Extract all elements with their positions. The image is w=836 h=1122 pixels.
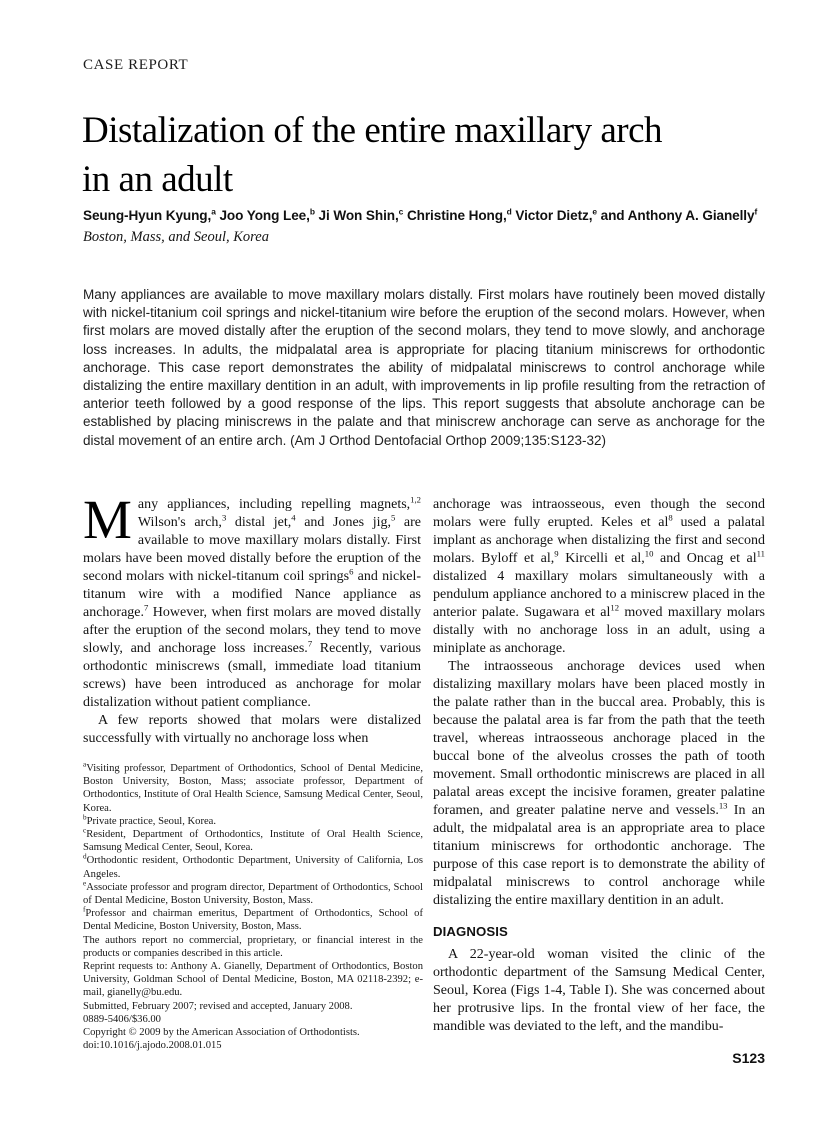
footnote-item: $^e$Associate professor and program director, Department of Orthodontics, School of Dental Medicine, Boston University, Boston, Mass.: [83, 879, 423, 907]
article-title: [82, 106, 662, 204]
abstract-paragraph: Many appliances are available to move maxillary molars distally. First molars have routinely been moved distally with nickel-titanium coil springs and nickel-titanium wire before the eruption of the second molars. However, when first molars are moved distally after the eruption of the second molars, they tend to move slowly, and anchorage loss increases. In adults, the midpalatal area is appropriate for placing titanium miniscrews for orthodontic anchorage. This case report demonstrates the ability of midpalatal miniscrews to control anchorage while distalizing the entire maxillary dentition in an adult, with improvements in lip profile resulting from the retraction of anterior teeth followed by a good response of the lips. This report suggests that absolute anchorage can be established by placing miniscrews in the palate and that miniscrew anchorage can serve as anchorage for the distal movement of an entire arch. (Am J Orthod Dentofacial Orthop 2009;135:S123-32): [83, 287, 765, 448]
body-paragraph: anchorage was intraosseous, even though the second molars were fully erupted. Keles et $al^8$ used a palatal implant as anchorage when distalizing the first and second molars. Byloff et al,$^9$ Kircelli et al,$^{10}$ and Oncag et $al^{11}$ distalized 4 maxillary molars simultaneously with a pendulum appliance anchored to a miniscrew placed in the anterior palate. Sugawara et $al^{12}$ moved maxillary molars distally with no anchorage loss in an adult, using a miniplate as anchorage.: [433, 497, 766, 656]
footnote-item: 0889-5406/$36.00: [83, 1013, 161, 1025]
body-right-column: [433, 496, 765, 1036]
authors-line: Seung-Hyun Kyung,$^a$ Joo Yong Lee,$^b$ Ji Won Shin,$^c$ Christine Hong,$^d$ Victor Dietz,$^e$ and Anthony A. Gianelly$^f$: [83, 206, 758, 223]
article-title-line-1: Distalization of the entire maxillary arch: [82, 110, 663, 151]
footnote-item: $^c$Resident, Department of Orthodontics, Institute of Oral Health Science, Samsung Medical Center, Seoul, Korea.: [83, 826, 423, 854]
article-title-line-2: in an adult: [82, 159, 233, 200]
body-left-column: [83, 489, 422, 748]
section-label: CASE REPORT: [83, 57, 189, 73]
footnote-item: Submitted, February 2007; revised and accepted, January 2008.: [83, 1000, 353, 1012]
footnote-item: $^f$Professor and chairman emeritus, Department of Orthodontics, School of Dental Medicine, Boston University, Boston, Mass.: [83, 905, 423, 933]
footnote-item: Reprint requests to: Anthony A. Gianelly, Department of Orthodontics, Boston University, Goldman School of Dental Medicine, Boston, MA 02118-2392; e-mail, gianelly@bu.edu.: [83, 961, 423, 999]
footnote-item: doi:10.1016/j.ajodo.2008.01.015: [83, 1040, 222, 1052]
footnotes-block: [83, 762, 423, 1052]
footnote-item: $^b$Private practice, Seoul, Korea.: [83, 813, 217, 827]
footnote-item: The authors report no commercial, proprietary, or financial interest in the products or companies described in this article.: [83, 934, 423, 959]
diagnosis-heading: DIAGNOSIS: [433, 924, 508, 939]
affiliation-line: Boston, Mass, and Seoul, Korea: [83, 229, 269, 245]
intro-paragraph-text: any appliances, including repelling magnets,$^{1,2}$ Wilson's arch,$^3$ distal jet,$^4$ and Jones jig,$^5$ are available to move maxillary molars distally. First molars have been moved distally before the eruption of the second molars with nickel-titanum coil springs$^6$ and nickel-titanum wire with a modified Nance appliance as anchorage.$^7$ However, when first molars are moved distally after the eruption of the second molars, they tend to move slowly, and anchorage loss increases.$^7$ Recently, various orthodontic miniscrews (small, immediate load titanium screws) have been introduced as anchorage for molar distalization without patient compliance.: [83, 494, 422, 710]
intro-paragraph: [83, 489, 422, 712]
body-paragraph: A few reports showed that molars were distalized successfully with virtually no anchorage loss when: [83, 713, 421, 746]
footnote-item: $^d$Orthodontic resident, Orthodontic Department, University of California, Los Angeles.: [83, 852, 423, 880]
page-number: S123: [732, 1050, 765, 1066]
body-paragraph: A 22-year-old woman visited the clinic of the orthodontic department of the Samsung Medical Center, Seoul, Korea (Figs 1-4, Table I). She was concerned about her protrusive lips. In the frontal view of her face, the mandible was deviated to the left, and the mandibu-: [433, 947, 765, 1034]
body-paragraph: The intraosseous anchorage devices used when distalizing maxillary molars have been placed mostly in the palate rather than in the buccal area. Probably, this is because the palatal area is far from the path that the teeth travel, whereas intraosseous anchorage placed in the buccal bone of the alveolus crosses the path of tooth movement. Small orthodontic miniscrews are placed in all palatal areas except the incisive foramen, greater palatine foramen, and greater palatine nerve and vessels.$^{13}$ In an adult, the midpalatal area is an appropriate area to place titanium miniscrews for orthodontic anchorage. The purpose of this case report is to demonstrate the ability of midpalatal miniscrews to control anchorage while distalizing the entire maxillary dentition in an adult.: [433, 659, 765, 908]
footnote-item: $^a$Visiting professor, Department of Orthodontics, School of Dental Medicine, Boston University, Boston, Mass; associate professor, Department of Orthodontics, Institute of Oral Health Science, Samsung Medical Center, Seoul, Korea.: [83, 760, 423, 814]
drop-cap: M: [83, 489, 132, 550]
footnote-item: Copyright © 2009 by the American Association of Orthodontists.: [83, 1027, 360, 1039]
